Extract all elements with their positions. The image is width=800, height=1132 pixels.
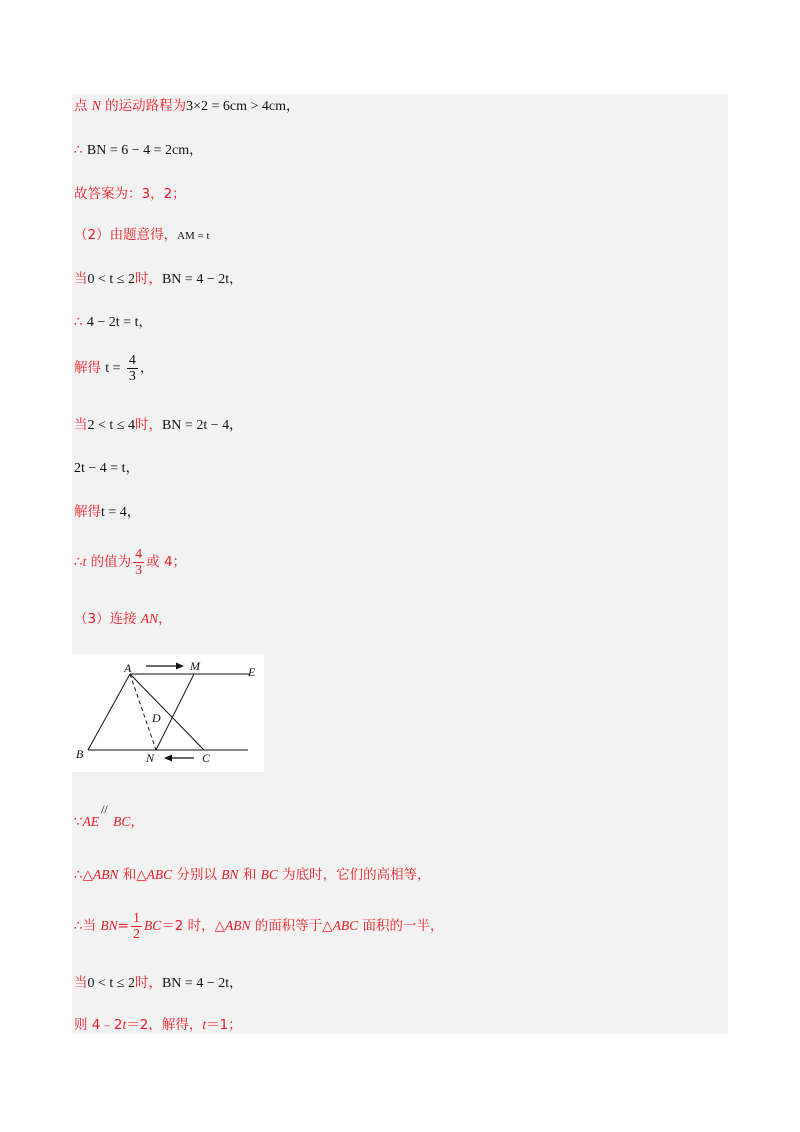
text: 的运动路程为: [100, 98, 187, 114]
label-m: M: [190, 659, 200, 673]
math: 2t − 4 = t: [74, 461, 126, 476]
parallel-icon: [99, 802, 113, 826]
math: 0 < t ≤ 2: [87, 272, 135, 287]
arrow-left-icon: [164, 755, 172, 762]
denominator: 3: [135, 562, 143, 578]
label-a: A: [124, 661, 132, 675]
punct: ，: [229, 975, 243, 991]
punct: ，: [125, 460, 140, 476]
var-n: N: [91, 98, 101, 113]
math: 0 < t ≤ 2: [87, 976, 135, 991]
triangle-abc: ABC: [146, 867, 173, 882]
therefore-symbol: ∴: [74, 554, 83, 570]
text: 时，: [134, 417, 162, 433]
equals: =: [117, 918, 129, 934]
line-5: [74, 270, 243, 289]
segment-ae: AE: [82, 814, 100, 829]
text: 当: [74, 271, 88, 287]
text: （2）由题意得，: [74, 227, 178, 243]
text: 面积的一半，: [358, 918, 444, 934]
line-10: [74, 503, 140, 522]
math: BN = 6 − 4 = 2cm: [86, 143, 190, 158]
text: 当: [74, 975, 88, 991]
geometry-figure: [72, 654, 264, 772]
text: 为底时，它们的高相等，: [277, 867, 431, 883]
text: 则 4﹣2: [74, 1017, 123, 1033]
punct: ，: [229, 417, 243, 433]
text: 和: [238, 867, 261, 883]
line-16: [74, 974, 243, 993]
text: ∴△: [74, 867, 93, 883]
math: t =: [105, 361, 121, 376]
fraction: [127, 353, 138, 384]
line-6: [74, 313, 152, 332]
punct: ，: [158, 611, 172, 627]
fraction: [131, 911, 142, 942]
segment-bn: BN: [221, 867, 239, 882]
line-15: [74, 910, 443, 942]
label-n: N: [146, 751, 155, 765]
punct: ，: [229, 271, 243, 287]
line-3: [74, 185, 186, 203]
punct: ，: [286, 98, 300, 114]
punct: ，: [130, 814, 144, 830]
line-11: [74, 546, 186, 578]
line-7: [74, 352, 153, 385]
math: BN = 4 − 2t: [161, 272, 230, 287]
text: ＝2，解得，: [126, 1017, 203, 1033]
math: 3×2 = 6cm > 4cm: [186, 99, 287, 114]
punct: ，: [138, 314, 152, 330]
punct: ，: [189, 142, 203, 158]
line-9: [74, 459, 139, 478]
line-14: [74, 866, 431, 884]
text: 当: [74, 417, 88, 433]
text: 的值为: [86, 554, 132, 570]
segment-bc: BC: [143, 918, 162, 933]
therefore-symbol: ∴: [74, 142, 87, 158]
segment-bn: BN: [100, 918, 118, 933]
line-2: [74, 141, 203, 160]
triangle-abn: ABN: [92, 867, 119, 882]
text: ＝1；: [206, 1017, 242, 1033]
label-b: B: [76, 747, 84, 761]
segment-bc: BC: [113, 814, 131, 829]
text: 的面积等于△: [250, 918, 333, 934]
numerator: 4: [135, 546, 143, 562]
line-12: [74, 610, 172, 628]
therefore-symbol: ∴: [74, 314, 87, 330]
segment-ab: [88, 674, 130, 750]
label-c: C: [202, 751, 211, 765]
geometry-diagram: [72, 654, 264, 772]
segment-ac: [130, 674, 204, 750]
triangle-abn: ABN: [225, 918, 251, 933]
segment-mn: [156, 674, 194, 750]
var-t: t: [202, 1017, 207, 1032]
arrow-right-icon: [176, 663, 184, 670]
math: BN = 4 − 2t: [161, 976, 230, 991]
segment-bc: BC: [260, 867, 278, 882]
line-17: [74, 1016, 242, 1034]
label-e: E: [248, 665, 256, 679]
text: 分别以: [172, 867, 222, 883]
text: （3）连接: [74, 611, 141, 627]
text: 解得: [74, 504, 101, 520]
var-t: t: [82, 554, 87, 569]
denominator: 3: [128, 368, 136, 384]
text: 或 4；: [146, 554, 187, 570]
text: 时，: [134, 271, 162, 287]
parallel-symbol: //: [101, 802, 108, 816]
text: 和△: [118, 867, 147, 883]
text: 点: [74, 98, 92, 114]
math: BN = 2t − 4: [161, 418, 230, 433]
math: t = 4: [101, 505, 127, 520]
line-1: [74, 97, 300, 116]
line-4: [74, 226, 210, 245]
because-symbol: ∵: [74, 814, 83, 830]
label-d: D: [152, 711, 161, 725]
triangle-abc: ABC: [332, 918, 359, 933]
text: 时，: [134, 975, 162, 991]
line-13: [74, 802, 144, 831]
punct: ，: [139, 360, 154, 376]
numerator: 1: [132, 910, 140, 926]
math: 4 − 2t = t: [86, 315, 139, 330]
segment-an: AN: [140, 611, 159, 626]
answer-text: 故答案为：3，2；: [74, 186, 186, 202]
text: 解得: [74, 360, 101, 376]
fraction: [133, 547, 144, 578]
var-t: t: [122, 1017, 127, 1032]
text: ＝2 时，△: [161, 918, 225, 934]
math: 2 < t ≤ 4: [87, 418, 135, 433]
numerator: 4: [128, 352, 136, 368]
math: AM = t: [177, 230, 210, 242]
line-8: [74, 416, 243, 435]
denominator: 2: [132, 926, 140, 942]
punct: ，: [126, 504, 141, 520]
text: ∴当: [74, 918, 101, 934]
